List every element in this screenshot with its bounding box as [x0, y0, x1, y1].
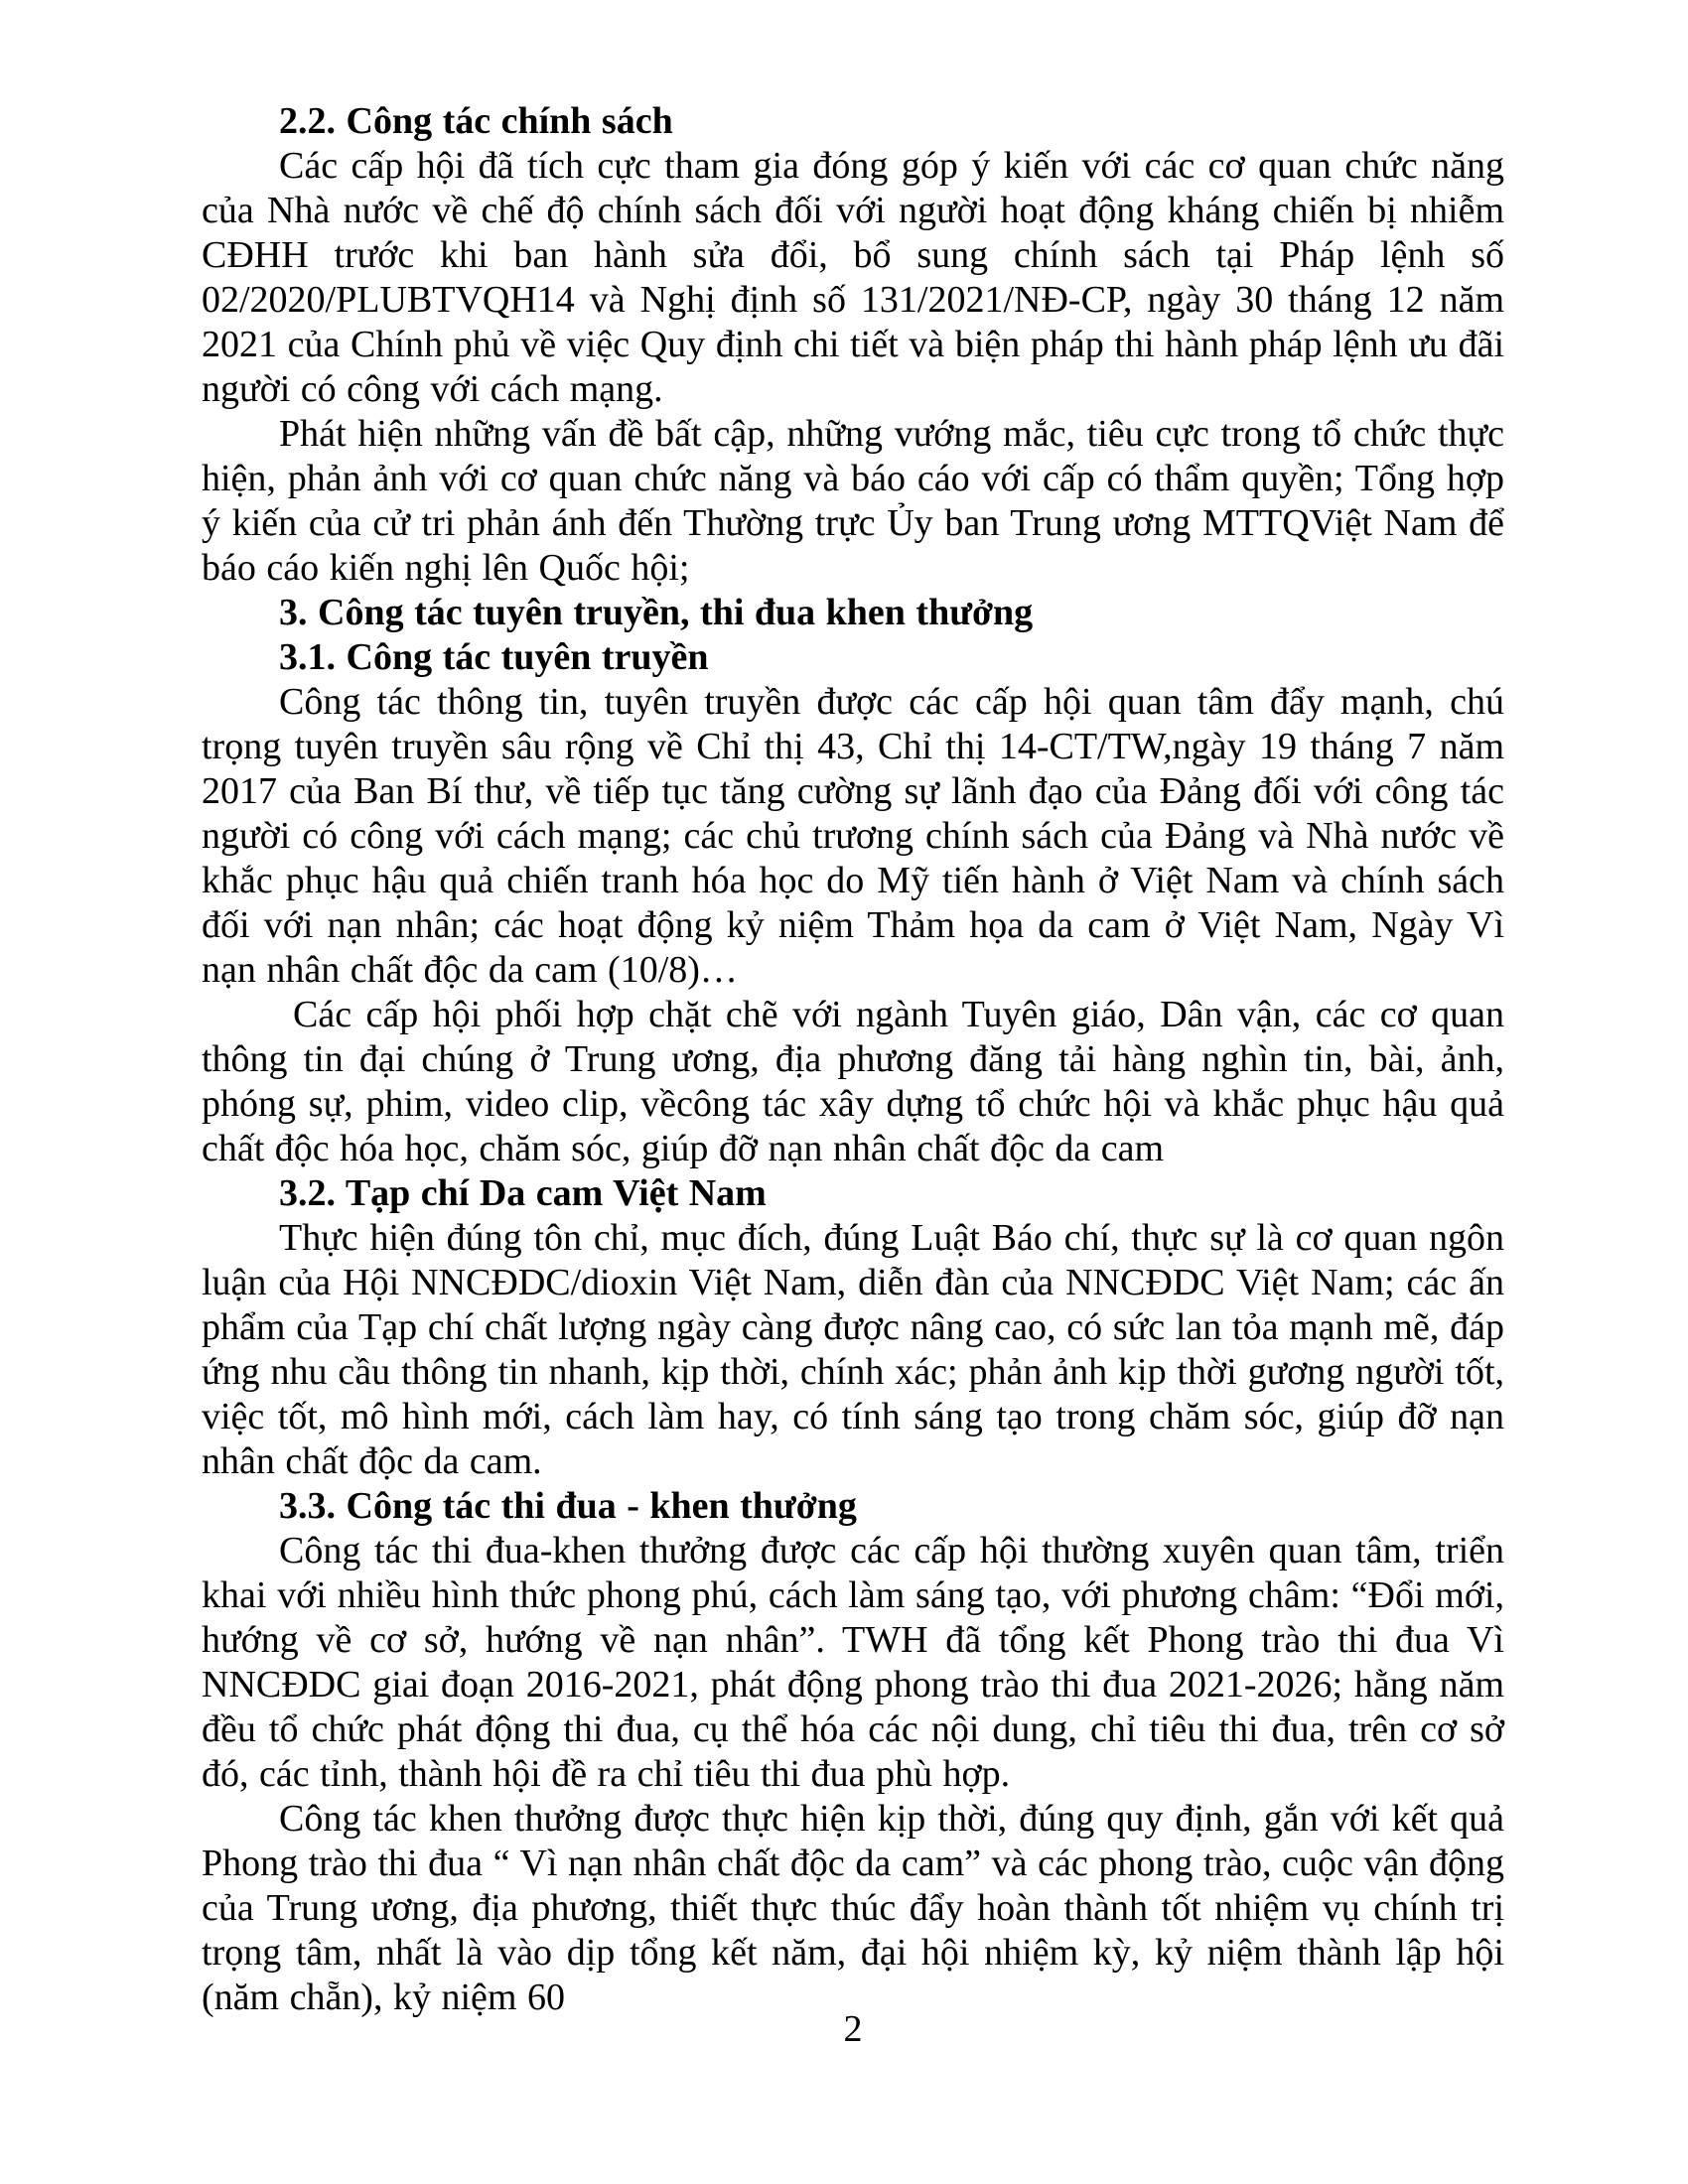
section-heading: 3.1. Công tác tuyên truyền [279, 636, 709, 678]
page-number: 2 [843, 2008, 863, 2050]
body-paragraph: Phát hiện những vấn đề bất cập, những vướng mắc, tiêu cực trong tổ chức thực hiện, phản ảnh với cơ quan chức năng và báo cáo với cấp có thẩm quyền; Tổng hợp ý kiến của cử tri phản ánh đến Thường trực Ủy ban Trung ương MTTQViệt Nam để báo cáo kiến nghị lên Quốc hội; [202, 413, 1504, 589]
body-paragraph: Công tác thông tin, tuyên truyền được các cấp hội quan tâm đẩy mạnh, chú trọng tuyên truyền sâu rộng về Chỉ thị 43, Chỉ thị 14-CT/TW,ngày 19 tháng 7 năm 2017 của Ban Bí thư, về tiếp tục tăng cường sự lãnh đạo của Đảng đối với công tác người có công với cách mạng; các chủ trương chính sách của Đảng và Nhà nước về khắc phục hậu quả chiến tranh hóa học do Mỹ tiến hành ở Việt Nam và chính sách đối với nạn nhân; các hoạt động kỷ niệm Thảm họa da cam ở Việt Nam, Ngày Vì nạn nhân chất độc da cam (10/8)… [202, 681, 1504, 991]
body-paragraph: Các cấp hội phối hợp chặt chẽ với ngành Tuyên giáo, Dân vận, các cơ quan thông tin đại chúng ở Trung ương, địa phương đăng tải hàng nghìn tin, bài, ảnh, phóng sự, phim, video clip, vềcông tác xây dựng tổ chức hội và khắc phục hậu quả chất độc hóa học, chăm sóc, giúp đỡ nạn nhân chất độc da cam [202, 994, 1504, 1169]
body-paragraph: Công tác thi đua-khen thưởng được các cấp hội thường xuyên quan tâm, triển khai với nhiều hình thức phong phú, cách làm sáng tạo, với phương châm: “Đổi mới, hướng về cơ sở, hướng về nạn nhân”. TWH đã tổng kết Phong trào thi đua Vì NNCĐDC giai đoạn 2016-2021, phát động phong trào thi đua 2021-2026; hằng năm đều tổ chức phát động thi đua, cụ thể hóa các nội dung, chỉ tiêu thi đua, trên cơ sở đó, các tỉnh, thành hội đề ra chỉ tiêu thi đua phù hợp. [202, 1530, 1504, 1795]
section-heading: 3.3. Công tác thi đua - khen thưởng [279, 1485, 857, 1527]
body-paragraph: Thực hiện đúng tôn chỉ, mục đích, đúng Luật Báo chí, thực sự là cơ quan ngôn luận của Hội NNCĐDC/dioxin Việt Nam, diễn đàn của NNCĐDC Việt Nam; các ấn phẩm của Tạp chí chất lượng ngày càng được nâng cao, có sức lan tỏa mạnh mẽ, đáp ứng nhu cầu thông tin nhanh, kịp thời, chính xác; phản ảnh kịp thời gương người tốt, việc tốt, mô hình mới, cách làm hay, có tính sáng tạo trong chăm sóc, giúp đỡ nạn nhân chất độc da cam. [202, 1217, 1504, 1482]
section-heading: 2.2. Công tác chính sách [279, 100, 673, 142]
section-heading: 3. Công tác tuyên truyền, thi đua khen thưởng [279, 592, 1034, 633]
body-paragraph: Công tác khen thưởng được thực hiện kịp thời, đúng quy định, gắn với kết quả Phong trào thi đua “ Vì nạn nhân chất độc da cam” và các phong trào, cuộc vận động của Trung ương, địa phương, thiết thực thúc đẩy hoàn thành tốt nhiệm vụ chính trị trọng tâm, nhất là vào dịp tổng kết năm, đại hội nhiệm kỳ, kỷ niệm thành lập hội (năm chẵn), kỷ niệm 60 [202, 1798, 1504, 2018]
document-body [202, 99, 1504, 2020]
body-paragraph: Các cấp hội đã tích cực tham gia đóng góp ý kiến với các cơ quan chức năng của Nhà nước về chế độ chính sách đối với người hoạt động kháng chiến bị nhiễm CĐHH trước khi ban hành sửa đổi, bổ sung chính sách tại Pháp lệnh số 02/2020/PLUBTVQH14 và Nghị định số 131/2021/NĐ-CP, ngày 30 tháng 12 năm 2021 của Chính phủ về việc Quy định chi tiết và biện pháp thi hành pháp lệnh ưu đãi người có công với cách mạng. [202, 145, 1504, 410]
section-heading: 3.2. Tạp chí Da cam Việt Nam [279, 1172, 767, 1214]
